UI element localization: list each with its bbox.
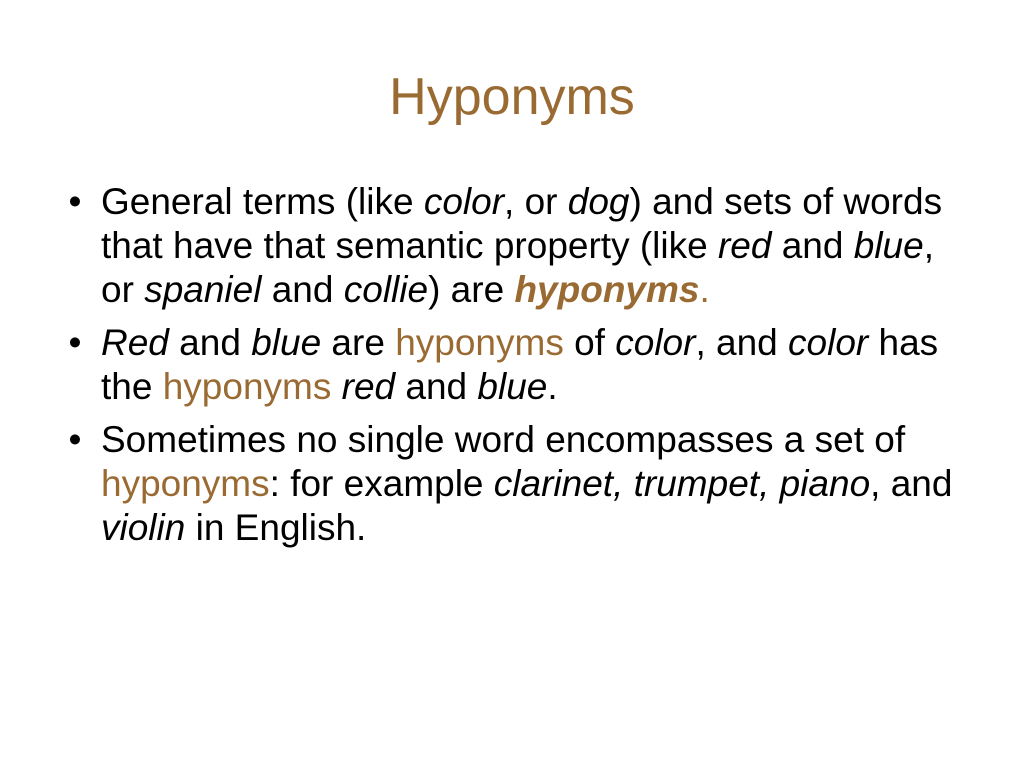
italic-term: violin — [101, 507, 186, 548]
italic-term: color — [423, 181, 505, 222]
italic-term: Red — [101, 322, 169, 363]
text-segment: General terms (like — [101, 181, 424, 222]
text-segment: , or — [504, 181, 568, 222]
italic-term: blue — [853, 225, 924, 266]
italic-term: collie — [343, 269, 429, 310]
text-segment: and — [395, 366, 478, 407]
text-segment: and — [261, 269, 344, 310]
text-segment: has the — [101, 322, 939, 407]
slide-title: Hyponyms — [389, 68, 635, 126]
accent-term: hyponyms — [162, 366, 332, 407]
text-segment: of — [563, 322, 616, 363]
bullet-icon: • — [68, 322, 82, 363]
text-segment: : for example — [269, 463, 494, 504]
italic-term: blue — [477, 366, 548, 407]
accent-term: hyponyms — [101, 463, 270, 504]
bullet-item — [60, 321, 960, 409]
italic-term: color — [615, 322, 696, 363]
text-segment: ) and sets of words that have that semantic property (like — [101, 181, 943, 266]
italic-term: color — [788, 322, 869, 363]
text-segment: and — [168, 322, 252, 363]
bullet-icon: • — [68, 181, 82, 222]
text-segment: , and — [870, 463, 953, 504]
bullet-item — [60, 418, 960, 550]
bullet-icon: • — [68, 419, 82, 460]
highlighted-term: hyponyms — [514, 269, 700, 310]
italic-term: blue — [251, 322, 322, 363]
text-segment: and — [771, 225, 854, 266]
italic-term: red — [341, 366, 396, 407]
text-segment: , or — [101, 225, 934, 310]
text-segment: . — [699, 269, 710, 310]
italic-term: red — [717, 225, 772, 266]
italic-term: clarinet, trumpet, piano — [493, 463, 871, 504]
bullet-list — [60, 180, 960, 559]
text-segment: ) are — [428, 269, 515, 310]
text-segment: , and — [695, 322, 789, 363]
italic-term: spaniel — [144, 269, 262, 310]
accent-term: hyponyms — [395, 322, 564, 363]
italic-term: dog — [567, 181, 630, 222]
text-segment: are — [321, 322, 396, 363]
text-segment: . — [547, 366, 558, 407]
text-segment — [331, 366, 341, 407]
bullet-item — [60, 180, 960, 312]
text-segment: in English. — [185, 507, 367, 548]
text-segment: Sometimes no single word encompasses a set of — [101, 419, 906, 460]
